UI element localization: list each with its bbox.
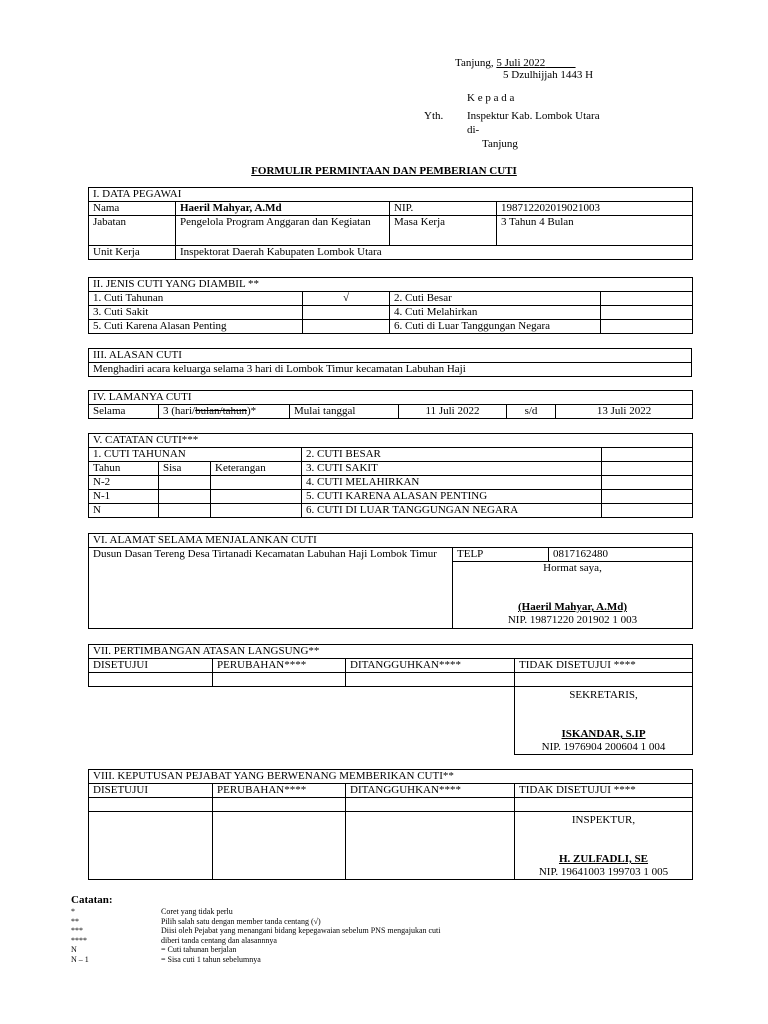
date-line — [455, 56, 576, 70]
tahun-header: Tahun — [89, 462, 159, 476]
note-row: **** diberi tanda centang dan alasannnya — [71, 935, 277, 945]
ditangguhkan-sign-cell[interactable] — [346, 812, 515, 880]
note-row: * Coret yang tidak perlu — [71, 907, 233, 916]
applicant-nip: NIP. 19871220 201902 1 003 — [507, 614, 638, 626]
catatan-item-value[interactable] — [602, 490, 693, 504]
ditangguhkan-cell[interactable] — [346, 798, 515, 812]
section-title: II. JENIS CUTI YANG DIAMBIL ** — [89, 278, 693, 292]
section-alasan-cuti — [88, 348, 692, 377]
section-jenis-cuti — [88, 277, 693, 334]
sisa-header: Sisa — [159, 462, 211, 476]
nama-value: Haeril Mahyar, A.Md — [176, 202, 390, 216]
nip-label: NIP. — [390, 202, 497, 216]
section-title: VII. PERTIMBANGAN ATASAN LANGSUNG** — [89, 645, 693, 659]
hijri-date: 5 Dzulhijjah 1443 H — [503, 69, 594, 81]
cuti-tahunan-label: 1. Cuti Tahunan — [89, 292, 303, 306]
form-title: FORMULIR PERMINTAAN DAN PEMBERIAN CUTI — [251, 165, 517, 177]
keterangan-cell[interactable] — [211, 490, 302, 504]
selama-label: Selama — [89, 405, 159, 419]
perubahan-sign-cell[interactable] — [213, 812, 346, 880]
catatan-item-value[interactable] — [602, 448, 693, 462]
sisa-cell[interactable] — [159, 476, 211, 490]
catatan-item: 3. CUTI SAKIT — [302, 462, 602, 476]
tidak-disetujui-header: TIDAK DISETUJUI **** — [515, 659, 693, 673]
pejabat-name: H. ZULFADLI, SE — [558, 853, 649, 865]
catatan-item-value[interactable] — [602, 504, 693, 518]
catatan-item: 6. CUTI DI LUAR TANGGUNGAN NEGARA — [302, 504, 602, 518]
disetujui-sign-cell[interactable] — [89, 812, 213, 880]
letter-date: 5 Juli 2022 — [496, 57, 546, 69]
cuti-sakit-checkbox[interactable] — [303, 306, 390, 320]
section-title: V. CATATAN CUTI*** — [89, 434, 693, 448]
cuti-melahirkan-label: 4. Cuti Melahirkan — [390, 306, 601, 320]
nama-label: Nama — [89, 202, 176, 216]
note-row: *** Diisi oleh Pejabat yang menangani bidang kepegawaian sebelum PNS mengajukan cuti — [71, 926, 441, 935]
tahun-row-label: N-2 — [89, 476, 159, 490]
cuti-besar-checkbox[interactable] — [601, 292, 693, 306]
sisa-cell[interactable] — [159, 490, 211, 504]
catatan-item: 2. CUTI BESAR — [302, 448, 602, 462]
jabatan-value: Pengelola Program Anggaran dan Kegiatan — [176, 216, 390, 246]
section-title: VI. ALAMAT SELAMA MENJALANKAN CUTI — [89, 534, 693, 548]
duration-value: 3 (hari/bulan/tahun)* — [159, 405, 290, 419]
sd-label: s/d — [507, 405, 556, 419]
jabatan-label: Jabatan — [89, 216, 176, 246]
tahun-row-label: N — [89, 504, 159, 518]
perubahan-cell[interactable] — [213, 673, 346, 687]
disetujui-header: DISETUJUI — [89, 784, 213, 798]
notes-title: Catatan: — [71, 894, 113, 906]
di-label: di- — [467, 124, 480, 136]
keterangan-cell[interactable] — [211, 504, 302, 518]
duration-strikethrough: bulan/tahun — [195, 405, 248, 417]
atasan-nip: NIP. 1976904 200604 1 004 — [541, 741, 666, 753]
unit-kerja-value: Inspektorat Daerah Kabupaten Lombok Utara — [176, 246, 693, 260]
tahun-row-label: N-1 — [89, 490, 159, 504]
catatan-notes — [71, 894, 440, 964]
alasan-cuti-text[interactable]: Menghadiri acara keluarga selama 3 hari di Lombok Timur kecamatan Labuhan Haji — [89, 363, 692, 377]
tidak-disetujui-cell[interactable] — [515, 798, 693, 812]
keterangan-header: Keterangan — [211, 462, 302, 476]
yth-label: Yth. — [424, 110, 444, 122]
masa-kerja-label: Masa Kerja — [390, 216, 497, 246]
recipient: Inspektur Kab. Lombok Utara — [467, 110, 600, 122]
atasan-signature-block — [515, 687, 693, 755]
unit-kerja-label: Unit Kerja — [89, 246, 176, 260]
signature-block — [453, 562, 693, 629]
start-date: 11 Juli 2022 — [399, 405, 507, 419]
disetujui-header: DISETUJUI — [89, 659, 213, 673]
pejabat-signature-block — [515, 812, 693, 880]
disetujui-cell[interactable] — [89, 798, 213, 812]
cuti-melahirkan-checkbox[interactable] — [601, 306, 693, 320]
perubahan-cell[interactable] — [213, 798, 346, 812]
section-pertimbangan-atasan — [88, 644, 693, 755]
ditangguhkan-cell[interactable] — [346, 673, 515, 687]
catatan-item-value[interactable] — [602, 462, 693, 476]
atasan-name: ISKANDAR, S.IP — [561, 728, 646, 740]
perubahan-header: PERUBAHAN**** — [213, 784, 346, 798]
section-title: I. DATA PEGAWAI — [89, 188, 693, 202]
sisa-cell[interactable] — [159, 504, 211, 518]
hormat-saya: Hormat saya, — [543, 562, 602, 574]
cuti-alasan-penting-label: 5. Cuti Karena Alasan Penting — [89, 320, 303, 334]
atasan-position: SEKRETARIS, — [569, 689, 638, 701]
pejabat-position: INSPEKTUR, — [571, 814, 636, 826]
cuti-besar-label: 2. Cuti Besar — [390, 292, 601, 306]
cuti-sakit-label: 3. Cuti Sakit — [89, 306, 303, 320]
section-lamanya-cuti — [88, 390, 693, 419]
keterangan-cell[interactable] — [211, 476, 302, 490]
masa-kerja-value: 3 Tahun 4 Bulan — [497, 216, 693, 246]
cuti-alasan-penting-checkbox[interactable] — [303, 320, 390, 334]
recipient-city: Tanjung — [482, 138, 518, 150]
kepada-label: K e p a d a — [467, 92, 515, 104]
end-date: 13 Juli 2022 — [556, 405, 693, 419]
ditangguhkan-header: DITANGGUHKAN**** — [346, 659, 515, 673]
telp-value: 0817162480 — [549, 548, 693, 562]
section-title: III. ALASAN CUTI — [89, 349, 692, 363]
disetujui-cell[interactable] — [89, 673, 213, 687]
catatan-item-value[interactable] — [602, 476, 693, 490]
section-alamat-cuti — [88, 533, 693, 629]
tidak-disetujui-cell[interactable] — [515, 673, 693, 687]
catatan-item: 4. CUTI MELAHIRKAN — [302, 476, 602, 490]
cuti-tahunan-checkbox[interactable]: √ — [303, 292, 390, 306]
alamat-text[interactable]: Dusun Dasan Tereng Desa Tirtanadi Kecamatan Labuhan Haji Lombok Timur — [89, 548, 453, 629]
note-row: N = Cuti tahunan berjalan — [71, 945, 237, 954]
note-row: N – 1 = Sisa cuti 1 tahun sebelumnya — [71, 954, 261, 964]
cuti-tahunan-title: 1. CUTI TAHUNAN — [89, 448, 302, 462]
catatan-item: 5. CUTI KARENA ALASAN PENTING — [302, 490, 602, 504]
telp-label: TELP — [453, 548, 549, 562]
pejabat-nip: NIP. 19641003 199703 1 005 — [538, 866, 669, 878]
section-data-pegawai — [88, 187, 693, 260]
note-row: ** Pilih salah satu dengan member tanda centang (√) — [71, 916, 321, 926]
applicant-name: (Haeril Mahyar, A.Md) — [518, 601, 627, 613]
nip-value: 198712202019021003 — [497, 202, 693, 216]
tidak-disetujui-header: TIDAK DISETUJUI **** — [515, 784, 693, 798]
section-title: IV. LAMANYA CUTI — [89, 391, 693, 405]
place-prefix: Tanjung, — [455, 57, 497, 69]
section-title: VIII. KEPUTUSAN PEJABAT YANG BERWENANG MEMBERIKAN CUTI** — [89, 770, 693, 784]
cuti-luar-tanggungan-label: 6. Cuti di Luar Tanggungan Negara — [390, 320, 601, 334]
mulai-tanggal-label: Mulai tanggal — [290, 405, 399, 419]
cuti-luar-tanggungan-checkbox[interactable] — [601, 320, 693, 334]
ditangguhkan-header: DITANGGUHKAN**** — [346, 784, 515, 798]
section-catatan-cuti — [88, 433, 693, 518]
perubahan-header: PERUBAHAN**** — [213, 659, 346, 673]
section-keputusan-pejabat — [88, 769, 693, 880]
